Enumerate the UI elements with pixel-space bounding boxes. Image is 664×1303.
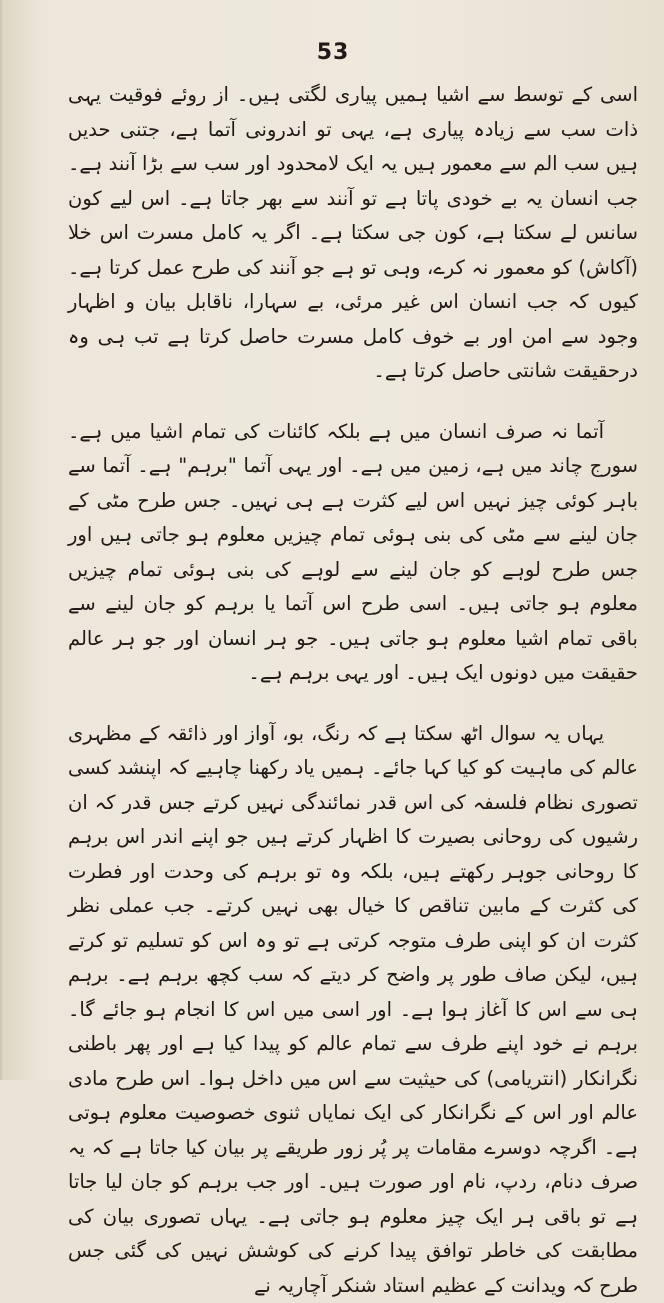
paragraph-3: یہاں یہ سوال اٹھ سکتا ہے کہ رنگ، بو، آواز اور ذائقہ کے مظہری عالم کی ماہیت کو کیا کہا جائے۔ ہمیں یاد رکھنا چاہیے کہ اپنشد کسی تصوری نظام فلسفہ کی اس قدر نمائندگی نہیں کرتے جس قدر کہ ان رشیوں کی روحانی بصیرت کا اظہار کرتے ہیں جو اپنے اندر اس برہم کا روحانی جوہر رکھتے ہیں، بلکہ وہ تو برہم کی وحدت اور فطرت کی کثرت کے مابین تناقص کا خیال بھی نہیں کرتے۔ جب عملی نظر کثرت ان کو اپنی طرف متوجہ کرتی ہے تو وہ اس کو تسلیم تو کرتے ہیں، لیکن صاف طور پر واضح کر دیتے کہ سب کچھ برہم ہے۔ برہم ہی سے اس کا آغاز ہوا ہے۔ اور اسی میں اس کا انجام ہو جائے گا۔ برہم نے خود اپنے طرف سے تمام عالم کو پیدا کیا ہے اور پھر باطنی نگرانکار (انتریامی) کی حیثیت سے اس میں داخل ہوا۔ اس طرح مادی عالم اور اس کے نگرانکار کی ایک نمایاں ثنوی خصوصیت معلوم ہوتی ہے۔ اگرچہ دوسرے مقامات پر پُر زور طریقے پر بیان کیا جاتا ہے کہ یہ صرف دنام، ردپ، نام اور صورت ہیں۔ اور جب برہم کو جان لیا جاتا ہے تو باقی ہر ایک چیز معلوم ہو جاتی ہے۔ یہاں تصوری بیان کی مطابقت کی خاطر توافق پیدا کرنے کی کوشش نہیں کی گئی جس طرح کہ ویدانت کے عظیم استاد شنکر آچاریہ نے: [68, 717, 638, 1303]
paragraph-1: اسی کے توسط سے اشیا ہمیں پیاری لگتی ہیں۔ از روئے فوقیت یہی ذات سب سے زیادہ پیاری ہے، یہی تو اندرونی آتما ہے، جتنی حدیں ہیں سب الم سے معمور ہیں یہ ایک لامحدود اور سب سے بڑا آنند ہے۔ جب انسان یہ بے خودی پاتا ہے تو آنند سے بھر جاتا ہے۔ اس لیے کون سانس لے سکتا ہے، کون جی سکتا ہے۔ اگر یہ کامل مسرت اس خلا (آکاش) کو معمور نہ کرے، وہی تو ہے جو آنند کی طرح عمل کرتا ہے۔ کیوں کہ جب انسان اس غیر مرئی، بے سہارا، ناقابل بیان و اظہار وجود سے امن اور بے خوف کامل مسرت حاصل کرتا ہے تب ہی وہ درحقیقت شانتی حاصل کرتا ہے۔: [68, 78, 638, 389]
page-body: [68, 78, 638, 1303]
paragraph-spacer: [68, 389, 638, 415]
paragraph-spacer: [68, 691, 638, 717]
page-number: 53: [2, 40, 664, 65]
paragraph-2: آتما نہ صرف انسان میں ہے بلکہ کائنات کی تمام اشیا میں ہے۔ سورج چاند میں ہے، زمین میں ہے۔ اور یہی آتما "برہم" ہے۔ آتما سے باہر کوئی چیز نہیں اس لیے کثرت ہے ہی نہیں۔ جس طرح مٹی کے جان لینے سے مٹی کی بنی ہوئی تمام چیزیں معلوم ہو جاتی ہیں اور جس طرح لوہے کو جان لینے سے لوہے کی بنی ہوئی تمام چیزیں معلوم ہو جاتی ہیں۔ اسی طرح اس آتما یا برہم کو جان لینے سے باقی تمام اشیا معلوم ہو جاتی ہیں۔ جو ہر انسان اور جو ہر عالم حقیقت میں دونوں ایک ہیں۔ اور یہی برہم ہے۔: [68, 415, 638, 691]
